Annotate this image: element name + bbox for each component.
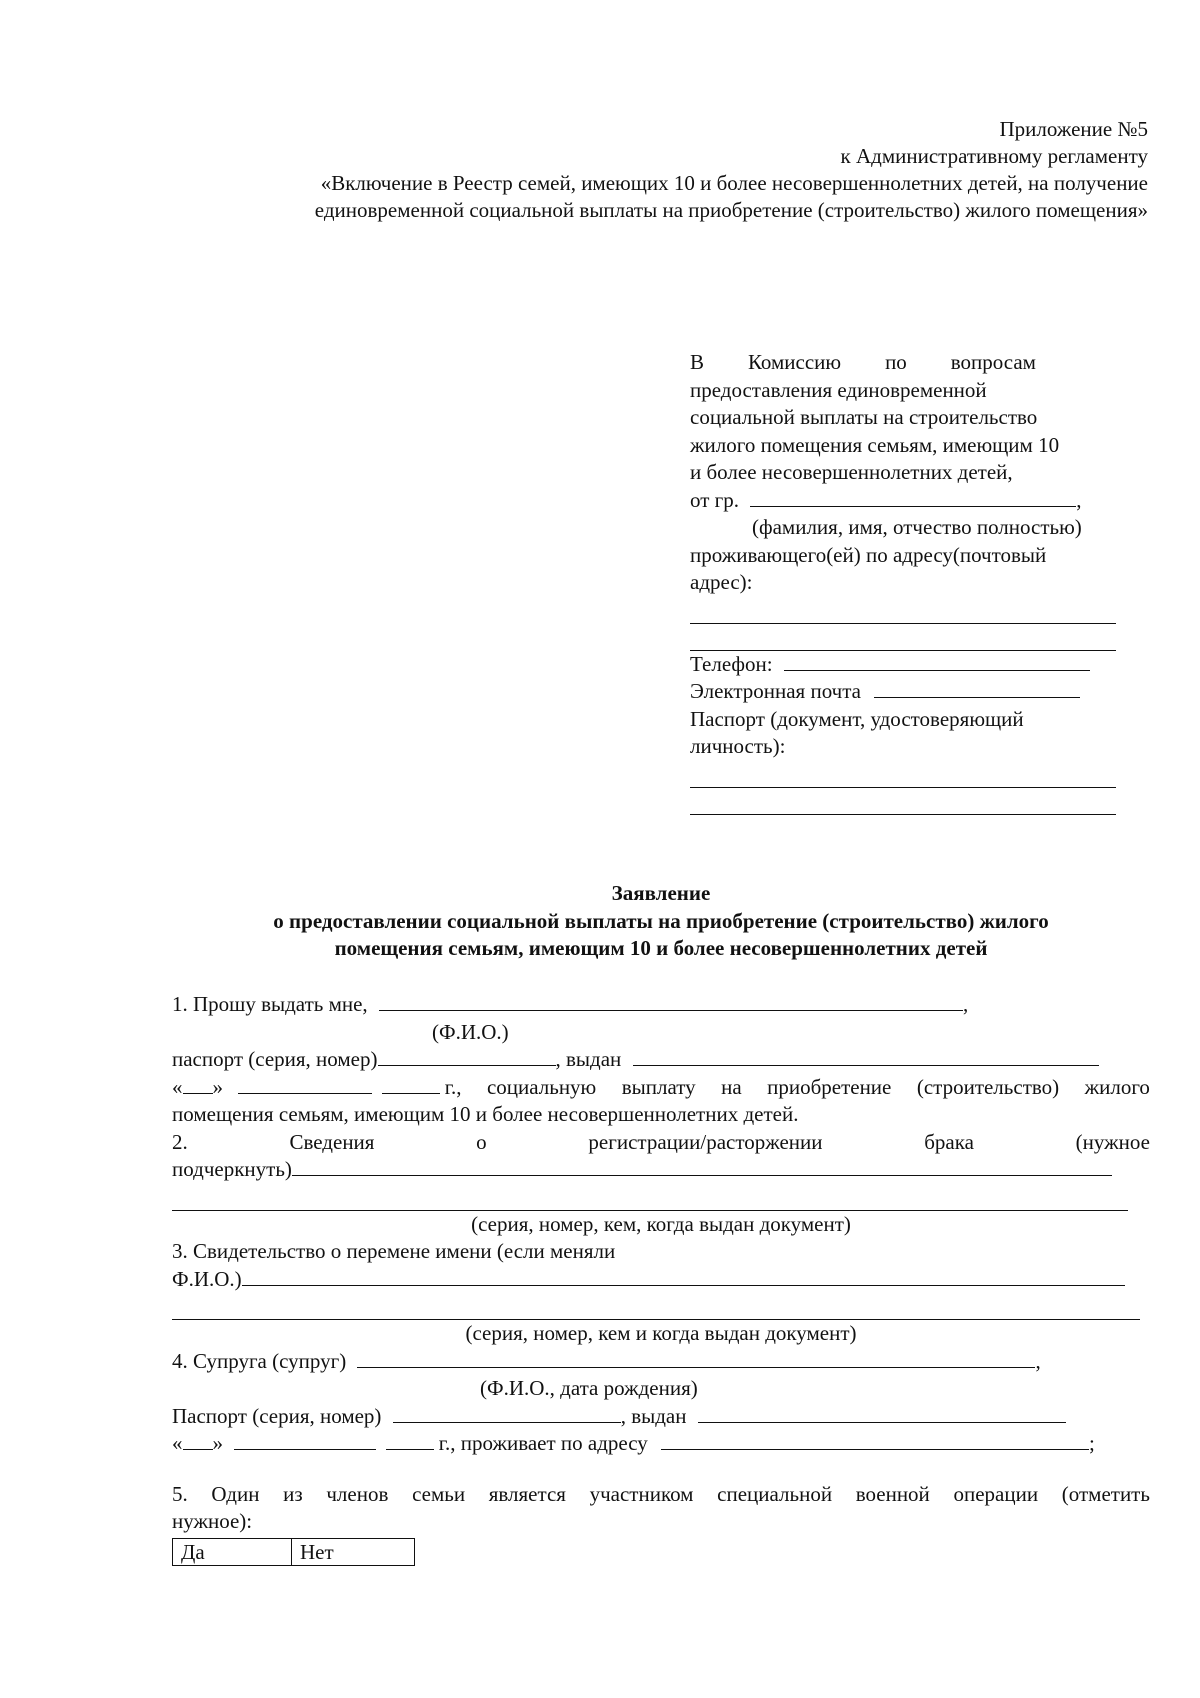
text-word: операции: [953, 1481, 1039, 1506]
spouse-passport-field[interactable]: [393, 1403, 621, 1423]
annex-reference: к Административному регламенту: [840, 144, 1148, 168]
phone-field[interactable]: [784, 651, 1090, 671]
text-word: на: [721, 1074, 742, 1099]
statement-body: [172, 991, 1150, 1566]
issue-year-field[interactable]: [382, 1074, 440, 1094]
addressee-line-2: предоставления единовременной: [690, 377, 987, 402]
quote-close: »: [212, 1431, 223, 1455]
text-word: является: [488, 1481, 566, 1506]
addressee-line-4: жилого помещения семьям, имеющим 10: [690, 432, 1060, 457]
text-word: военной: [855, 1481, 930, 1506]
text-word: членов: [326, 1481, 389, 1506]
p4-passport-row: [172, 1403, 1150, 1431]
email-label: Электронная почта: [690, 679, 861, 703]
text-word: семьи: [412, 1481, 466, 1506]
semicolon: ;: [1089, 1431, 1095, 1455]
issue-day-field[interactable]: [183, 1074, 213, 1094]
issue-month-field[interactable]: [238, 1074, 372, 1094]
text-word: (нужное: [1075, 1129, 1150, 1154]
marriage-doc-caption: (серия, номер, кем, когда выдан документ): [471, 1211, 851, 1236]
text-word: выплату: [621, 1074, 696, 1099]
p5-line-2: нужное):: [172, 1509, 253, 1533]
addressee-line-1: [690, 349, 1036, 377]
p3-line-1: 3. Свидетельство о перемене имени (если меняли: [172, 1239, 616, 1263]
spouse-issue-year-field[interactable]: [386, 1430, 434, 1450]
addressee-line-3: социальной выплаты на строительство: [690, 405, 1038, 429]
p1-label: 1. Прошу выдать мне,: [172, 992, 368, 1016]
applicant-name-field[interactable]: [750, 487, 1076, 507]
p3-label: Ф.И.О.): [172, 1266, 242, 1291]
title-heading: Заявление: [611, 881, 711, 905]
p1-line-4: помещения семьям, имеющим 10 и более несовершеннолетних детей.: [172, 1102, 799, 1126]
text-word: Сведения: [289, 1129, 375, 1154]
applicant-name-caption: (фамилия, имя, отчество полностью): [752, 515, 1082, 539]
applicant-from-row: [690, 487, 1115, 515]
p2-underline-row: [172, 1156, 1150, 1184]
annex-regulation-title-2: единовременной социальной выплаты на приобретение (строительство) жилого помещения»: [314, 198, 1148, 222]
p2-row: [172, 1129, 1150, 1157]
passport-number-field[interactable]: [378, 1046, 556, 1066]
spouse-name-field[interactable]: [357, 1348, 1035, 1368]
p4-spouse-row: [172, 1348, 1150, 1376]
p4-label: 4. Супруга (супруг): [172, 1348, 347, 1373]
addressee-line-5: и более несовершеннолетних детей,: [690, 460, 1013, 484]
text-word: (отметить: [1061, 1481, 1150, 1506]
email-row: [690, 678, 1115, 706]
issued-by-field[interactable]: [633, 1046, 1099, 1066]
addressee-word: Комиссию: [747, 350, 842, 374]
name-change-field-1[interactable]: [242, 1266, 1125, 1286]
text-word: участником: [589, 1481, 694, 1506]
passport-field-1[interactable]: [690, 761, 1116, 788]
text-word: Один: [211, 1481, 260, 1506]
phone-label: Телефон:: [690, 651, 773, 676]
spouse-caption: (Ф.И.О., дата рождения): [480, 1376, 698, 1400]
text-word: о: [476, 1129, 487, 1154]
address-label: проживающего(ей) по адресу(почтовый: [690, 542, 1047, 567]
p3-underline-row: [172, 1266, 1150, 1294]
p1-date-row: [172, 1074, 1150, 1102]
quote-open: «: [172, 1431, 183, 1455]
p5-row: [172, 1481, 1150, 1509]
text-word: (строительство): [916, 1074, 1060, 1099]
annex-regulation-title-1: «Включение в Реестр семей, имеющих 10 и более несовершеннолетних детей, на получение: [320, 171, 1148, 195]
p2-label: подчеркнуть): [172, 1157, 292, 1181]
addressee-word: В: [690, 350, 705, 374]
name-change-doc-caption: (серия, номер, кем и когда выдан документ): [465, 1321, 857, 1345]
text-word: жилого: [1084, 1074, 1150, 1099]
title-subheading-2: помещения семьям, имеющим 10 и более несовершеннолетних детей: [334, 936, 988, 960]
text-word: из: [283, 1481, 303, 1506]
annex-header: [315, 116, 1148, 224]
text-word: 2.: [172, 1129, 188, 1154]
phone-row: [690, 651, 1115, 679]
comma: ,: [962, 992, 969, 1016]
spouse-issued-label: , выдан: [620, 1403, 687, 1428]
applicant-fio-field[interactable]: [379, 991, 963, 1011]
date-fields: [172, 1074, 462, 1102]
p4-date-row: [172, 1430, 1150, 1458]
addressee-block: [690, 349, 1115, 815]
svo-choice-table: [172, 1538, 415, 1566]
from-label: от гр.: [690, 487, 740, 512]
address-field-2[interactable]: [690, 624, 1116, 651]
text-word: приобретение: [767, 1074, 892, 1099]
marriage-info-field-2[interactable]: [172, 1184, 1128, 1211]
annex-number: Приложение №5: [999, 117, 1148, 141]
issued-label: , выдан: [555, 1047, 622, 1071]
fio-caption: (Ф.И.О.): [432, 1019, 509, 1044]
spouse-issued-by-field[interactable]: [698, 1403, 1066, 1423]
quote-close: »: [212, 1074, 223, 1099]
statement-title: [172, 880, 1150, 963]
no-option[interactable]: Нет: [292, 1538, 415, 1565]
text-word: регистрации/расторжении: [588, 1129, 823, 1154]
p1-request-row: [172, 991, 1150, 1019]
spouse-passport-label: Паспорт (серия, номер): [172, 1403, 382, 1428]
addressee-word: по: [885, 350, 907, 374]
spouse-address-label: г., проживает по адресу: [438, 1431, 648, 1455]
quote-open: «: [172, 1074, 183, 1099]
yes-option[interactable]: Да: [173, 1538, 292, 1565]
name-change-field-2[interactable]: [172, 1293, 1140, 1320]
comma: ,: [1076, 487, 1082, 512]
spouse-issue-month-field[interactable]: [234, 1430, 376, 1450]
address-label-2: адрес):: [690, 570, 753, 594]
p1-passport-row: [172, 1046, 1150, 1074]
spouse-issue-day-field[interactable]: [183, 1430, 213, 1450]
title-subheading-1: о предоставлении социальной выплаты на приобретение (строительство) жилого: [273, 908, 1049, 933]
text-word: брака: [924, 1129, 974, 1154]
spouse-address-field[interactable]: [661, 1430, 1089, 1450]
passport-label: Паспорт (документ, удостоверяющий: [690, 706, 1024, 731]
passport-field-2[interactable]: [690, 788, 1116, 815]
passport-label: паспорт (серия, номер): [172, 1047, 378, 1071]
text-word: 5.: [172, 1481, 188, 1506]
text-word: специальной: [717, 1481, 833, 1506]
passport-label-2: личность):: [690, 734, 786, 758]
marriage-info-field-1[interactable]: [292, 1156, 1112, 1176]
email-field[interactable]: [874, 678, 1080, 698]
address-field-1[interactable]: [690, 597, 1116, 624]
text-word: социальную: [486, 1074, 597, 1099]
year-suffix: г.,: [444, 1074, 462, 1099]
comma: ,: [1035, 1348, 1041, 1373]
addressee-word: вопросам: [950, 350, 1036, 374]
